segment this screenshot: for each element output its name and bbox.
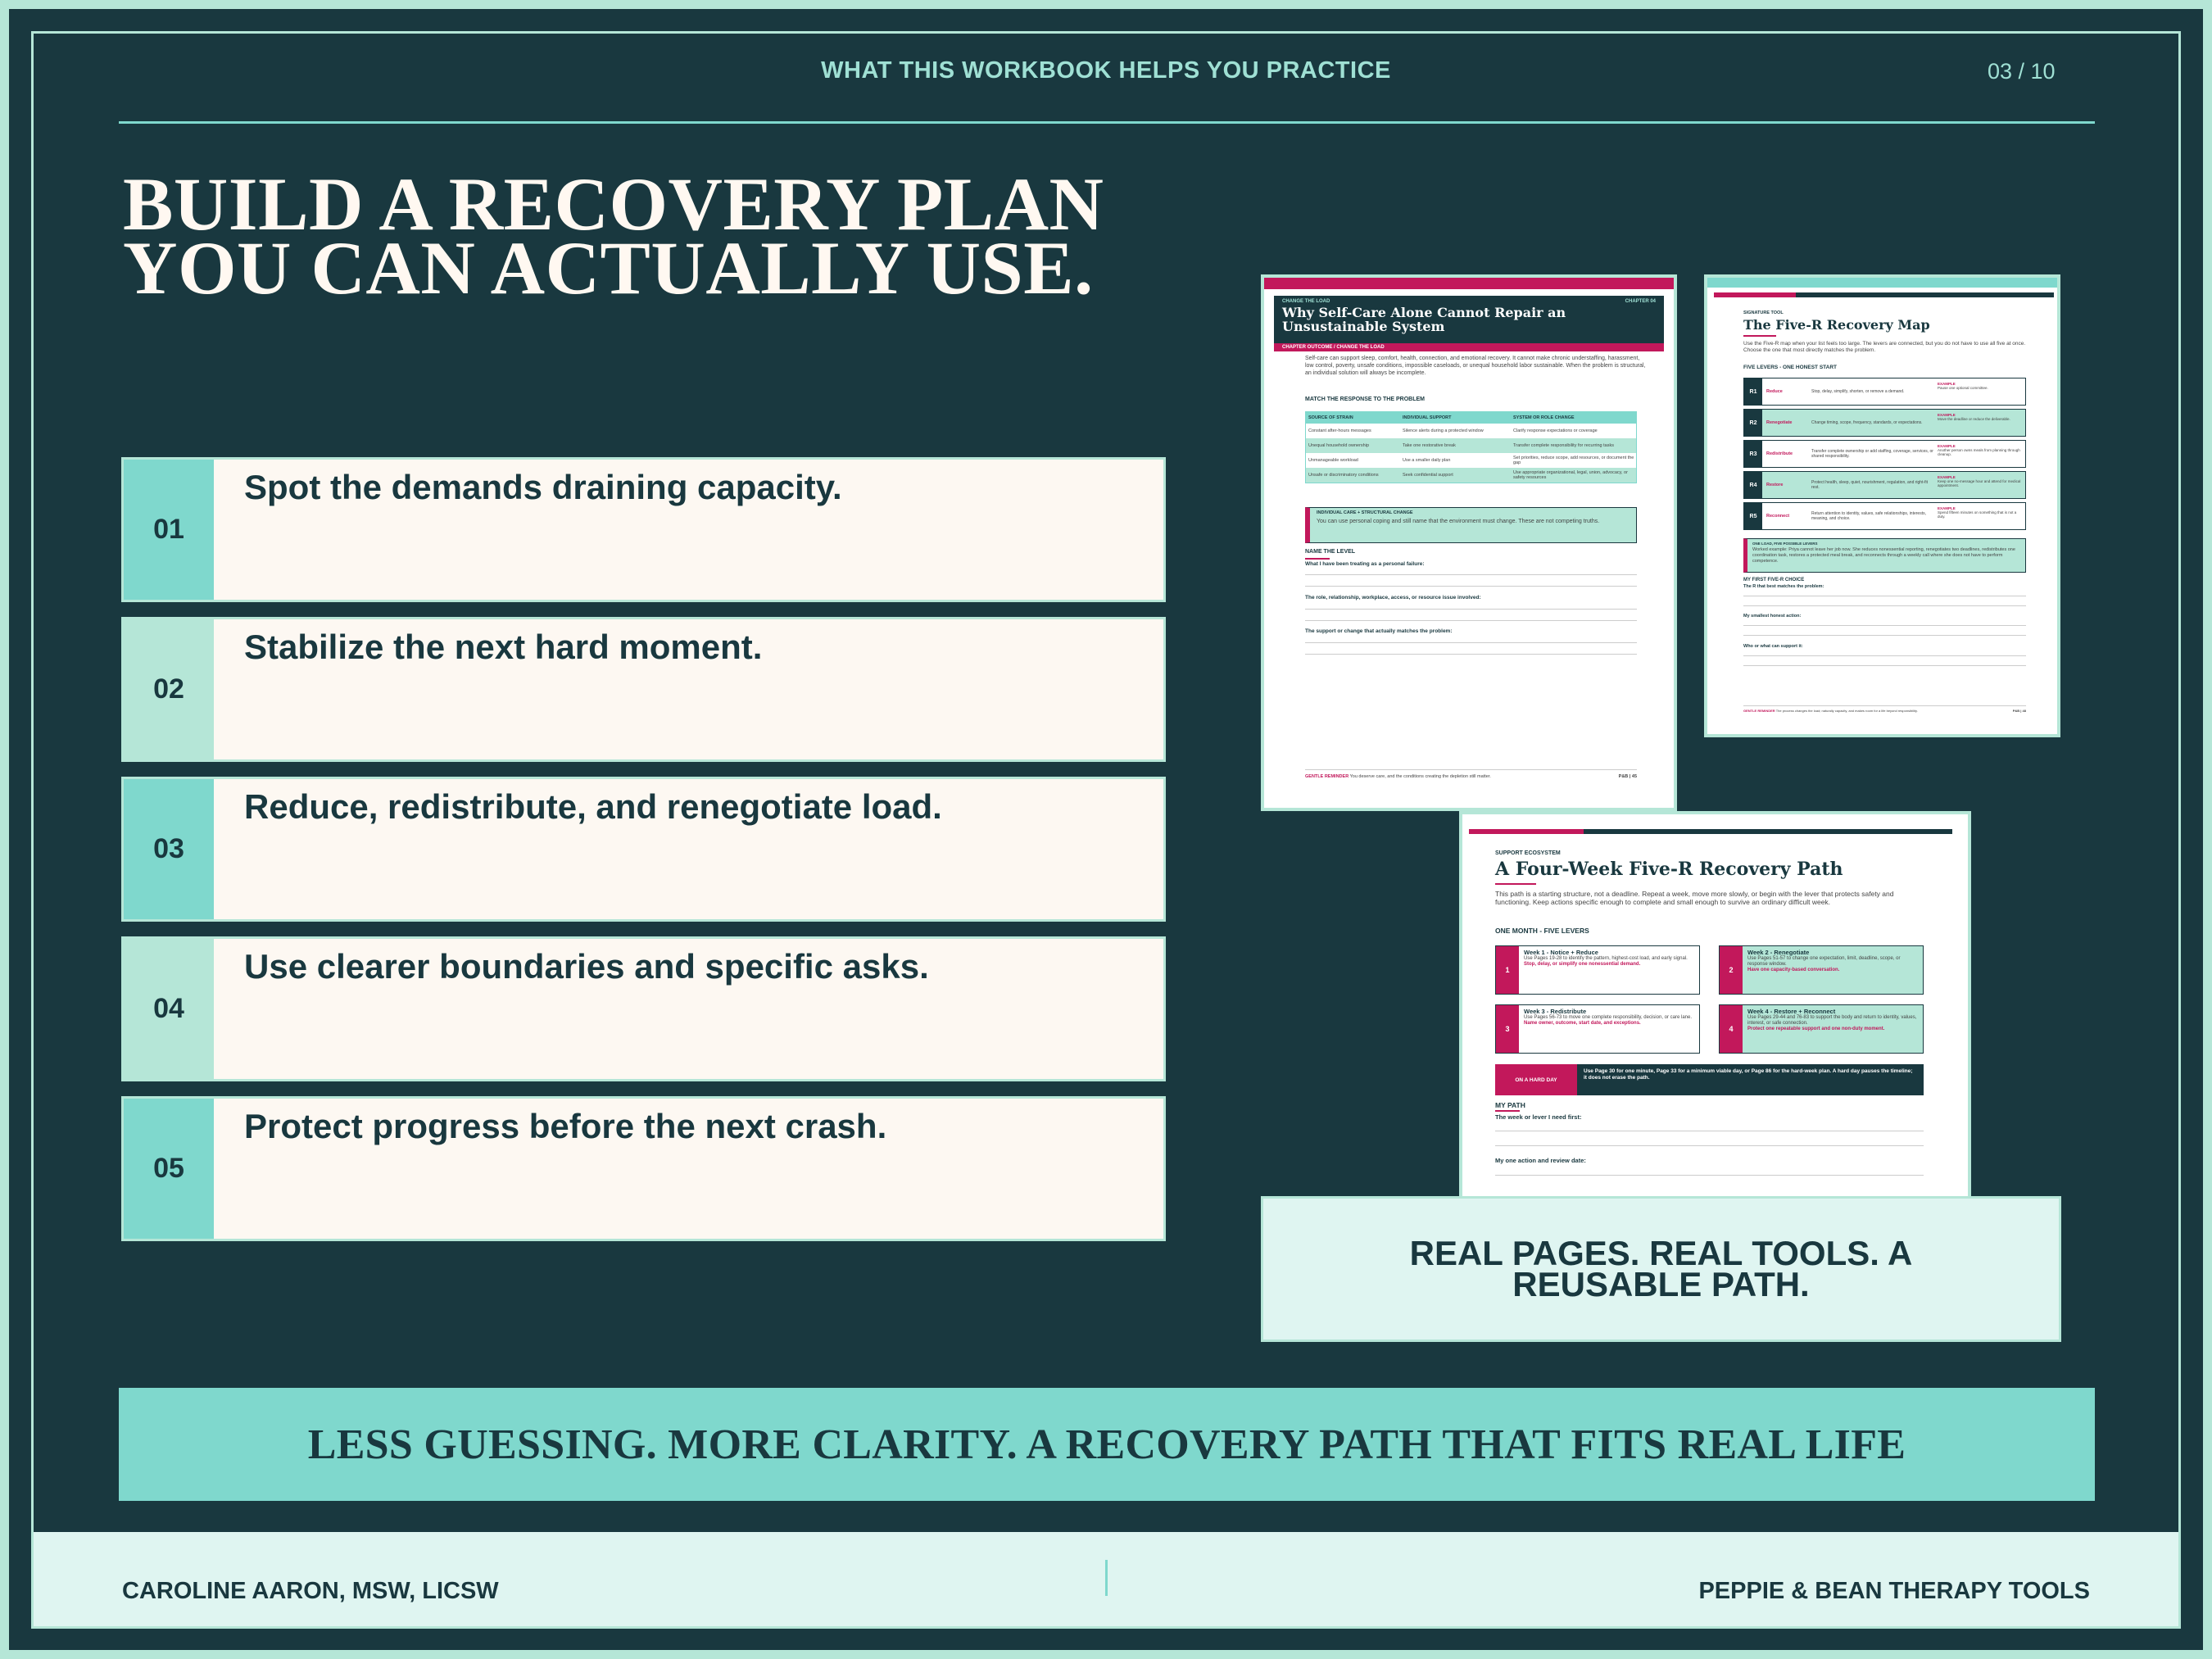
thumb-table-cell: Constant after-hours messages	[1308, 428, 1371, 433]
thumb-table-header: SOURCE OF STRAIN	[1308, 415, 1353, 420]
step-number: 02	[124, 619, 214, 759]
headline	[123, 162, 1188, 310]
thumb-footer	[1305, 774, 1637, 779]
thumb-week-title: Week 2 - Renegotiate	[1747, 949, 1810, 956]
thumb-kicker: CHANGE THE LOAD	[1282, 299, 1330, 304]
step-number: 01	[124, 460, 214, 600]
thumb-lever-name: Redistribute	[1766, 451, 1793, 456]
thumb-kicker: SUPPORT ECOSYSTEM	[1495, 850, 1561, 856]
thumb-lever-code: R5	[1744, 503, 1762, 529]
thumb-chapter: CHAPTER 04	[1625, 299, 1656, 304]
thumb-footer-text: You deserve care, and the conditions creating the depletion still matter.	[1349, 774, 1491, 779]
thumb-lever-desc: Change timing, scope, frequency, standards, or expectations.	[1811, 420, 1923, 425]
thumb-week-desc: Use Pages 29-44 and 76-83 to support the body and return to identity, values, interest, or safe connection.	[1747, 1015, 1917, 1026]
thumb-lever-example: Move the deadline or reduce the deliverable.	[1938, 417, 2010, 421]
thumb-week-num: 1	[1496, 946, 1519, 994]
step-item	[121, 936, 1166, 1081]
thumb-table-cell: Seek confidential support	[1403, 473, 1453, 478]
header-rule	[119, 121, 2095, 124]
thumb-week-num: 3	[1496, 1005, 1519, 1053]
thumb-callout-title: ONE LOAD, FIVE POSSIBLE LEVERS	[1752, 542, 1818, 546]
thumb-table-header: SYSTEM OR ROLE CHANGE	[1513, 415, 1575, 420]
step-text: Reduce, redistribute, and renegotiate load.	[244, 787, 942, 826]
thumb-lever-code: R2	[1744, 410, 1762, 436]
thumb-body: Use the Five-R map when your list feels too large. The levers are connected, but you do not have to use all five at once. Choose the one that most directly matches the problem.	[1743, 341, 2026, 353]
thumb-lever-desc: Return attention to identity, values, safe relationships, interests, meaning, and choice.	[1811, 511, 1926, 521]
thumb-table-cell: Clarify response expectations or coverage	[1513, 428, 1598, 433]
thumb-lever-list	[1743, 378, 2026, 533]
thumb-lever-example: Keep one no-message hour and attend for medical appointment.	[1938, 479, 2021, 487]
thumb-week-card	[1719, 1004, 1924, 1054]
thumb-lever-row	[1743, 502, 2026, 530]
thumb-table	[1305, 411, 1637, 483]
thumb-hard-day-label: ON A HARD DAY	[1495, 1064, 1577, 1095]
thumb-body: This path is a starting structure, not a deadline. Repeat a week, move more slowly, or begin with the lever that protects safety and functioning. Keep actions specific enough to complete and small enough to survive an ordinary difficult week.	[1495, 890, 1894, 906]
thumb-week-action: Name owner, outcome, start date, and exceptions.	[1524, 1021, 1641, 1026]
thumb-lever-code: R3	[1744, 441, 1762, 467]
thumb-footer-label: GENTLE REMINDER	[1743, 709, 1775, 713]
thumb-week-action: Protect one repeatable support and one non-duty moment.	[1747, 1027, 1885, 1031]
workbook-page-thumbnail-c	[1459, 811, 1971, 1200]
thumb-lever-row	[1743, 409, 2026, 437]
thumb-lever-desc: Stop, delay, simplify, shorten, or remove a demand.	[1811, 389, 1905, 394]
thumb-week-card	[1495, 1004, 1700, 1054]
thumb-prompt: What I have been treating as a personal failure:	[1305, 561, 1425, 567]
workbook-page-thumbnail-b	[1704, 274, 2060, 737]
thumb-example-label: EXAMPLE	[1938, 506, 1956, 510]
thumb-choice-section: MY FIRST FIVE-R CHOICE	[1743, 578, 1805, 582]
step-list	[121, 457, 1166, 1256]
thumb-table-header: INDIVIDUAL SUPPORT	[1403, 415, 1452, 420]
thumb-example-label: EXAMPLE	[1938, 475, 1956, 479]
thumb-lever-desc: Transfer complete ownership or add staffing, coverage, services, or shared responsibility.	[1811, 449, 1933, 459]
thumb-callout	[1743, 538, 2026, 573]
page-number: 03 / 10	[1988, 59, 2056, 84]
pages-caption: REAL PAGES. REAL TOOLS. A REUSABLE PATH.	[1261, 1196, 2061, 1342]
thumb-footer-text: The process changes the load; naturally capacity, and makes room for a life beyond responsibility.	[1775, 709, 1918, 713]
step-text: Protect progress before the next crash.	[244, 1107, 887, 1145]
thumb-lever-code: R4	[1744, 472, 1762, 498]
thumb-table-cell: Take one restorative break	[1403, 443, 1456, 448]
thumb-week-num: 2	[1720, 946, 1743, 994]
headline-line-2: YOU CAN ACTUALLY USE.	[123, 226, 1094, 310]
thumb-lever-name: Renegotiate	[1766, 420, 1793, 425]
thumb-section: ONE MONTH - FIVE LEVERS	[1495, 927, 1589, 935]
thumb-lever-example: Another person owns meals from planning through cleanup.	[1938, 448, 2020, 456]
thumb-outcome: CHAPTER OUTCOME / CHANGE THE LOAD	[1274, 343, 1664, 351]
thumb-title: Why Self-Care Alone Cannot Repair an Unsustainable System	[1282, 305, 1566, 334]
thumb-accent-rule	[1305, 558, 1330, 560]
thumb-callout-body: Worked example: Priya cannot leave her job now. She reduces nonessential reporting, renegotiates two deadlines, redistributes one coordination task, restores a protected meal break, and reconnects through a weekly call where she does not have to perform competence.	[1752, 547, 2015, 564]
thumb-prompt: The week or lever I need first:	[1495, 1113, 1582, 1121]
thumb-table-cell: Use a smaller daily plan	[1403, 458, 1451, 463]
headline-line-1: BUILD A RECOVERY PLAN	[123, 162, 1104, 246]
thumb-week-card	[1495, 945, 1700, 995]
thumb-body: Self-care can support sleep, comfort, health, connection, and emotional recovery. It cannot make chronic understaffing, harassment, low control, poverty, unsafe conditions, impossible caseloads, or unequal household labor sustainable. When the problem is structural, an individual solution will always be incomplete.	[1305, 356, 1646, 376]
thumb-table-cell: Unequal household ownership	[1308, 443, 1369, 448]
thumb-table-cell: Unsafe or discriminatory conditions	[1308, 473, 1379, 478]
thumb-week-card	[1719, 945, 1924, 995]
thumb-table-cell: Unmanageable workload	[1308, 458, 1358, 463]
thumb-week-desc: Use Pages 19-28 to identify the pattern, highest-cost load, and early signal.	[1524, 956, 1688, 961]
thumb-lever-example: Pause one optional committee.	[1938, 386, 1988, 390]
thumb-week-title: Week 3 - Redistribute	[1524, 1008, 1587, 1015]
author-credit: CAROLINE AARON, MSW, LICSW	[122, 1578, 499, 1604]
step-text: Spot the demands draining capacity.	[244, 468, 842, 506]
workbook-page-thumbnail-a	[1261, 274, 1677, 811]
step-text: Stabilize the next hard moment.	[244, 628, 763, 666]
thumb-callout	[1305, 507, 1637, 543]
thumb-prompt: The support or change that actually matches the problem:	[1305, 628, 1453, 634]
thumb-title: The Five-R Recovery Map	[1743, 317, 1930, 333]
thumb-section: FIVE LEVERS - ONE HONEST START	[1743, 365, 1838, 370]
thumb-week-action: Stop, delay, or simplify one nonessential demand.	[1524, 962, 1641, 967]
thumb-table-cell: Silence alerts during a protected window	[1403, 428, 1484, 433]
thumb-week-title: Week 1 - Notice + Reduce	[1524, 949, 1598, 956]
thumb-title-block	[1274, 296, 1664, 343]
thumb-example-label: EXAMPLE	[1938, 382, 1956, 386]
step-text: Use clearer boundaries and specific asks.	[244, 947, 929, 986]
thumb-week-num: 4	[1720, 1005, 1743, 1053]
thumb-lever-row	[1743, 378, 2026, 406]
section-kicker: WHAT THIS WORKBOOK HELPS YOU PRACTICE	[821, 57, 1391, 84]
thumb-lever-row	[1743, 471, 2026, 499]
thumb-callout-title: INDIVIDUAL CARE + STRUCTURAL CHANGE	[1317, 510, 1413, 515]
thumb-callout-body: You can use personal coping and still name that the environment must change. These are not competing truths.	[1317, 519, 1600, 524]
thumb-footer-label: GENTLE REMINDER	[1305, 774, 1349, 779]
thumb-lever-row	[1743, 440, 2026, 468]
thumb-week-action: Have one capacity-based conversation.	[1747, 968, 1840, 972]
thumb-kicker: SIGNATURE TOOL	[1743, 310, 1784, 315]
thumb-name-section: NAME THE LEVEL	[1305, 549, 1356, 555]
thumb-footer-page: P&B | 45	[1618, 774, 1637, 779]
thumb-table-cell: Use appropriate organizational, legal, union, advocacy, or safety resources	[1513, 470, 1628, 480]
thumb-prompt: Who or what can support it:	[1743, 644, 1803, 649]
thumb-hard-day-text: Use Page 30 for one minute, Page 33 for a minimum viable day, or Page 86 for the hard-week plan. A hard day pauses the timeline; it does not erase the path.	[1577, 1064, 1924, 1095]
thumb-example-label: EXAMPLE	[1938, 413, 1956, 417]
step-number: 03	[124, 779, 214, 919]
thumb-week-title: Week 4 - Restore + Reconnect	[1747, 1008, 1836, 1015]
thumb-footer-page: P&B | 48	[2012, 709, 2026, 713]
step-item	[121, 1096, 1166, 1241]
thumb-hard-day	[1495, 1064, 1924, 1095]
thumb-lever-example: Spend fifteen minutes on something that is not a duty.	[1938, 510, 2017, 519]
brand-name: PEPPIE & BEAN THERAPY TOOLS	[1698, 1578, 2090, 1604]
step-item	[121, 617, 1166, 762]
thumb-week-desc: Use Pages 51-57 to change one expectation, limit, deadline, scope, or response window.	[1747, 956, 1901, 967]
footer-divider	[1105, 1560, 1108, 1596]
thumb-prompt: My smallest honest action:	[1743, 614, 1802, 619]
thumb-top-bar	[1264, 278, 1674, 289]
thumb-table-cell: Transfer complete responsibility for recurring tasks	[1513, 443, 1614, 448]
thumb-title: A Four-Week Five-R Recovery Path	[1495, 859, 1843, 880]
thumb-example-label: EXAMPLE	[1938, 444, 1956, 448]
step-number: 05	[124, 1099, 214, 1239]
thumb-prompt: The R that best matches the problem:	[1743, 584, 1824, 589]
thumb-lever-code: R1	[1744, 378, 1762, 405]
thumb-lever-name: Restore	[1766, 483, 1784, 487]
thumb-section: MATCH THE RESPONSE TO THE PROBLEM	[1305, 397, 1425, 402]
thumb-lever-name: Reduce	[1766, 389, 1783, 394]
thumb-prompt: My one action and review date:	[1495, 1157, 1586, 1164]
thumb-table-cell: Set priorities, reduce scope, add resources, or document the gap	[1513, 456, 1634, 465]
thumb-prompt: The role, relationship, workplace, access, or resource issue involved:	[1305, 595, 1481, 601]
tagline-banner: LESS GUESSING. MORE CLARITY. A RECOVERY PATH THAT FITS REAL LIFE	[119, 1388, 2095, 1501]
thumb-lever-desc: Protect health, sleep, quiet, nourishment, regulation, and right-fit rest.	[1811, 480, 1929, 490]
thumb-lever-name: Reconnect	[1766, 514, 1790, 519]
step-item	[121, 457, 1166, 602]
footer	[34, 1532, 2178, 1626]
thumb-path-section: MY PATH	[1495, 1101, 1525, 1109]
step-item	[121, 777, 1166, 922]
step-number: 04	[124, 939, 214, 1079]
thumb-week-desc: Use Pages 56-73 to move one complete responsibility, decision, or care lane.	[1524, 1015, 1692, 1020]
thumb-footer	[1743, 709, 2026, 713]
